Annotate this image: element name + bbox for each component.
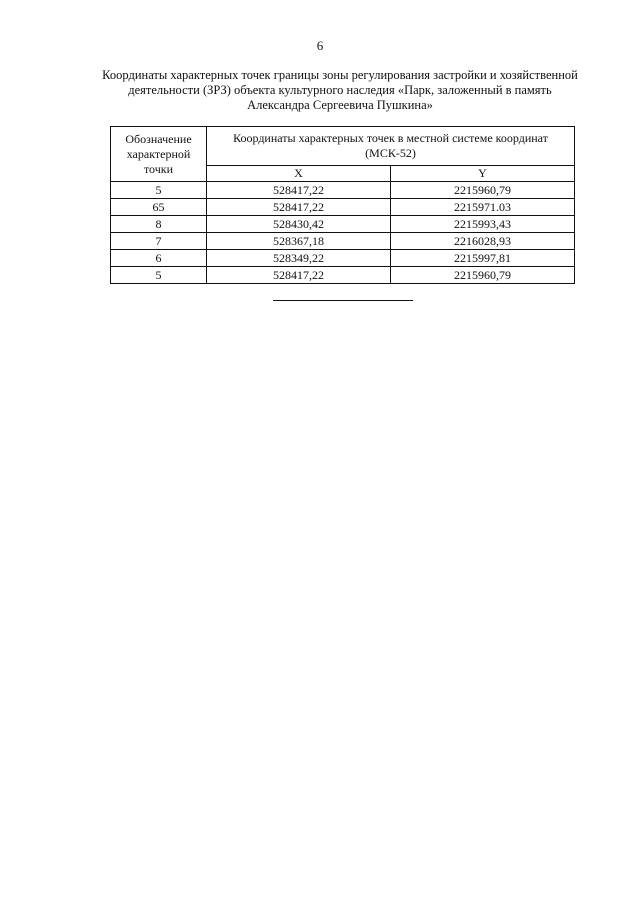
header-x-label: X xyxy=(207,166,391,182)
header-point-label: Обозначение характерной точки xyxy=(111,127,207,182)
cell-x: 528417,22 xyxy=(207,182,391,199)
table-header xyxy=(111,127,575,182)
cell-y: 2215960,79 xyxy=(391,182,575,199)
cell-point: 6 xyxy=(111,250,207,267)
title-line-1: Координаты характерных точек границы зоны регулирования застройки и хозяйственной xyxy=(102,68,578,82)
cell-x: 528349,22 xyxy=(207,250,391,267)
cell-x: 528430,42 xyxy=(207,216,391,233)
table-body xyxy=(111,182,575,284)
cell-point: 65 xyxy=(111,199,207,216)
cell-y: 2215997,81 xyxy=(391,250,575,267)
cell-point: 7 xyxy=(111,233,207,250)
header-y-label: Y xyxy=(391,166,575,182)
cell-point: 5 xyxy=(111,267,207,284)
cell-x: 528417,22 xyxy=(207,199,391,216)
document-title xyxy=(80,68,600,113)
cell-point: 8 xyxy=(111,216,207,233)
table-row xyxy=(111,233,575,250)
cell-y: 2215971.03 xyxy=(391,199,575,216)
header-coordinates-group: Координаты характерных точек в местной системе координат (МСК-52) xyxy=(207,127,575,166)
coordinates-table xyxy=(110,126,575,284)
title-line-2: деятельности (ЗРЗ) объекта культурного наследия «Парк, заложенный в память xyxy=(128,83,552,97)
table-row xyxy=(111,199,575,216)
header-row-top xyxy=(111,127,575,166)
table-row xyxy=(111,182,575,199)
cell-y: 2215993,43 xyxy=(391,216,575,233)
cell-y: 2215960,79 xyxy=(391,267,575,284)
cell-x: 528417,22 xyxy=(207,267,391,284)
table-row xyxy=(111,267,575,284)
cell-y: 2216028,93 xyxy=(391,233,575,250)
table-row xyxy=(111,250,575,267)
end-of-section-rule xyxy=(273,300,413,301)
table-row xyxy=(111,216,575,233)
cell-point: 5 xyxy=(111,182,207,199)
page-number: 6 xyxy=(316,38,324,53)
title-line-3: Александра Сергеевича Пушкина» xyxy=(247,98,433,112)
cell-x: 528367,18 xyxy=(207,233,391,250)
